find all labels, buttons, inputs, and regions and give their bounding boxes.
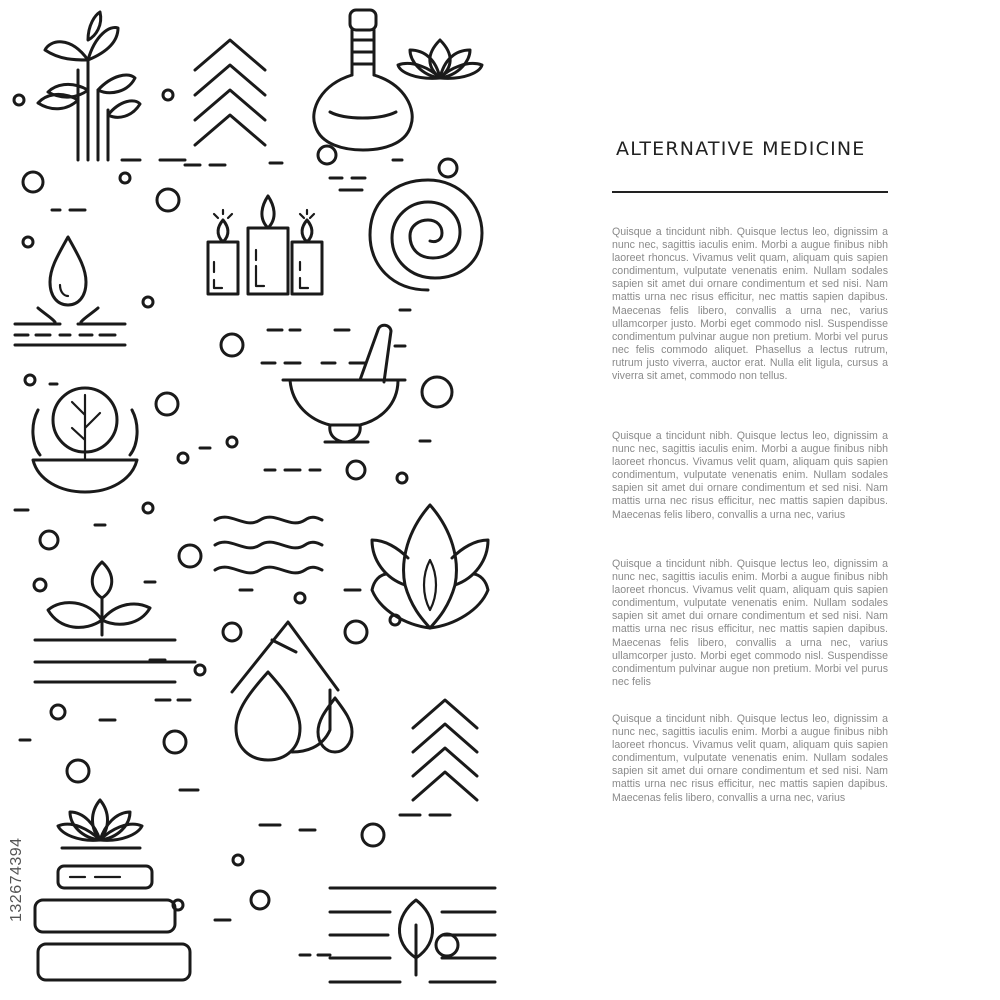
body-paragraph: Quisque a tincidunt nibh. Quisque lectus leo, dignissim a nunc nec, sagittis iaculis enim. Morbi a augue finibus nibh laoreet rhoncus. Vivamus velit quam, aliquam quis sapien condimentum, vulputate venenatis enim. Nullam sodales sapien sit amet dui ornare condimentum et sed nisi. Nam mattis urna nec risus efficitur, nec mattis sapien dapibus. Maecenas felis libero, convallis a urna nec, varius ullamcorper justo. Morbi eget commodo nisl. Suspendisse condimentum pulvinar augue non pretium. Morbi vel purus nec felis [612,558,888,688]
title-divider [612,191,888,193]
waves-icon [215,517,322,573]
watermark-id: 132674394 [8,837,25,922]
spiral-icon [370,180,482,290]
body-paragraph: Quisque a tincidunt nibh. Quisque lectus leo, dignissim a nunc nec, sagittis iaculis enim. Morbi a augue finibus nibh laoreet rhoncus. Vivamus velit quam, aliquam quis sapien condimentum, vulputate venenatis enim. Nullam sodales sapien sit amet dui ornare condimentum et sed nisi. Nam mattis urna nec risus efficitur, nec mattis sapien dapibus. Maecenas felis libero, convallis a urna nec, varius [612,713,888,804]
herb-branch-icon [38,12,140,160]
chevrons-up-icon [413,700,477,800]
lotus-stones-icon [35,800,190,980]
page-title: ALTERNATIVE MEDICINE [616,138,866,160]
chevrons-up-icon [195,40,265,145]
lotus-flower-icon [372,505,488,628]
sprout-icon [35,562,195,682]
mortar-pestle-icon [283,325,405,442]
body-paragraph: Quisque a tincidunt nibh. Quisque lectus leo, dignissim a nunc nec, sagittis iaculis enim. Morbi a augue finibus nibh laoreet rhoncus. Vivamus velit quam, aliquam quis sapien condimentum, vulputate venenatis enim. Nullam sodales sapien sit amet dui ornare condimentum et sed nisi. Nam mattis urna nec risus efficitur, nec mattis sapien dapibus. Maecenas felis libero, convallis a urna nec, varius [612,430,888,521]
lotus-icon [398,40,482,78]
drops-mountain-icon [232,622,352,760]
body-paragraph: Quisque a tincidunt nibh. Quisque lectus leo, dignissim a nunc nec, sagittis iaculis enim. Morbi a augue finibus nibh laoreet rhoncus. Vivamus velit quam, aliquam quis sapien condimentum, vulputate venenatis enim. Nullam sodales sapien sit amet dui ornare condimentum et sed nisi. Nam mattis urna nec risus efficitur, nec mattis sapien dapibus. Maecenas felis libero, convallis a urna nec, varius ullamcorper justo. Morbi eget commodo nisl. Suspendisse condimentum pulvinar augue non pretium. Morbi vel purus nec felis commodo aliquet. Phasellus a lectus rutrum, rutrum justo viverra, auctor erat. Nulla elit ligula, cursus a viverra sit amet, commodo non tellus. [612,226,888,383]
herbal-ball-icon [314,10,412,150]
water-drop-icon [15,237,125,345]
candles-icon [208,196,322,294]
tree-bowl-icon [33,388,137,492]
leaf-lines-icon [330,888,495,982]
